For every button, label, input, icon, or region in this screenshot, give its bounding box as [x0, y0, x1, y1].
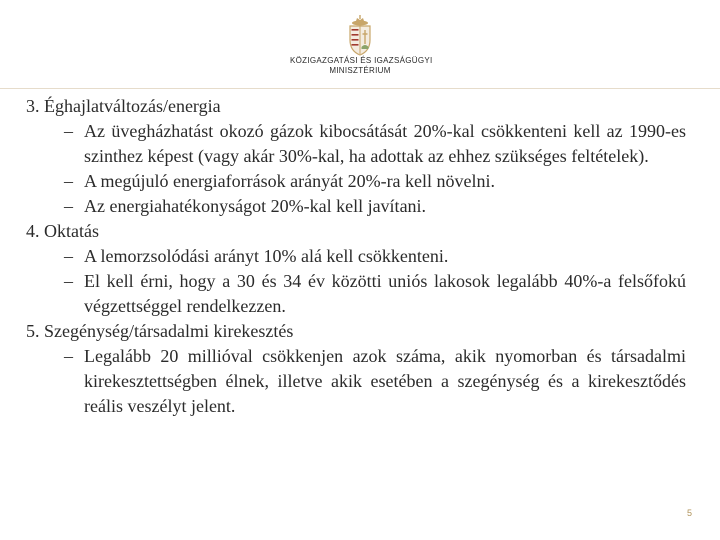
section-heading-climate: 3. Éghajlatváltozás/energia: [26, 96, 221, 116]
bullet-dash: –: [64, 121, 73, 141]
ministry-name-line1: KÖZIGAZGATÁSI ÉS IGAZSÁGÜGYI: [290, 56, 433, 65]
hungarian-coat-of-arms-icon: [347, 14, 373, 56]
bullet-dash: –: [64, 171, 73, 191]
page-number: 5: [686, 508, 692, 518]
bullet-text: El kell érni, hogy a 30 és 34 év közötti uniós lakosok legalább 40%-a felsőfokú végzettséggel rendelkezzen.: [84, 271, 686, 316]
ministry-name-line2: MINISZTÉRIUM: [329, 66, 391, 75]
bullet-item: [26, 244, 686, 269]
bullet-text: A megújuló energiaforrások arányát 20%-ra kell növelni.: [84, 171, 496, 191]
bullet-item: [26, 269, 686, 319]
section-heading-poverty: 5. Szegénység/társadalmi kirekesztés: [26, 321, 294, 341]
bullet-item: [26, 194, 686, 219]
bullet-dash: –: [64, 346, 73, 366]
slide-body: [26, 94, 686, 419]
bullet-text: Az energiahatékonyságot 20%-kal kell javítani.: [84, 196, 427, 216]
bullet-dash: –: [64, 246, 73, 266]
bullet-dash: –: [64, 196, 73, 216]
header-divider: [0, 88, 720, 89]
bullet-text: Legalább 20 millióval csökkenjen azok száma, akik nyomorban és társadalmi kirekesztettségben élnek, illetve akik esetében a szegénység és a kirekesztődés reális veszélyt jelent.: [84, 346, 686, 416]
bullet-dash: –: [64, 271, 73, 291]
bullet-text: Az üvegházhatást okozó gázok kibocsátását 20%-kal csökkenteni kell az 1990-es szinthez képest (vagy akár 30%-kal, ha adottak az ehhez szükséges feltételek).: [84, 121, 686, 166]
section-heading-education: 4. Oktatás: [26, 221, 99, 241]
bullet-text: A lemorzsolódási arányt 10% alá kell csökkenteni.: [84, 246, 449, 266]
bullet-item: [26, 119, 686, 169]
bullet-item: [26, 169, 686, 194]
ministry-logo: [290, 14, 433, 96]
bullet-item: [26, 344, 686, 419]
